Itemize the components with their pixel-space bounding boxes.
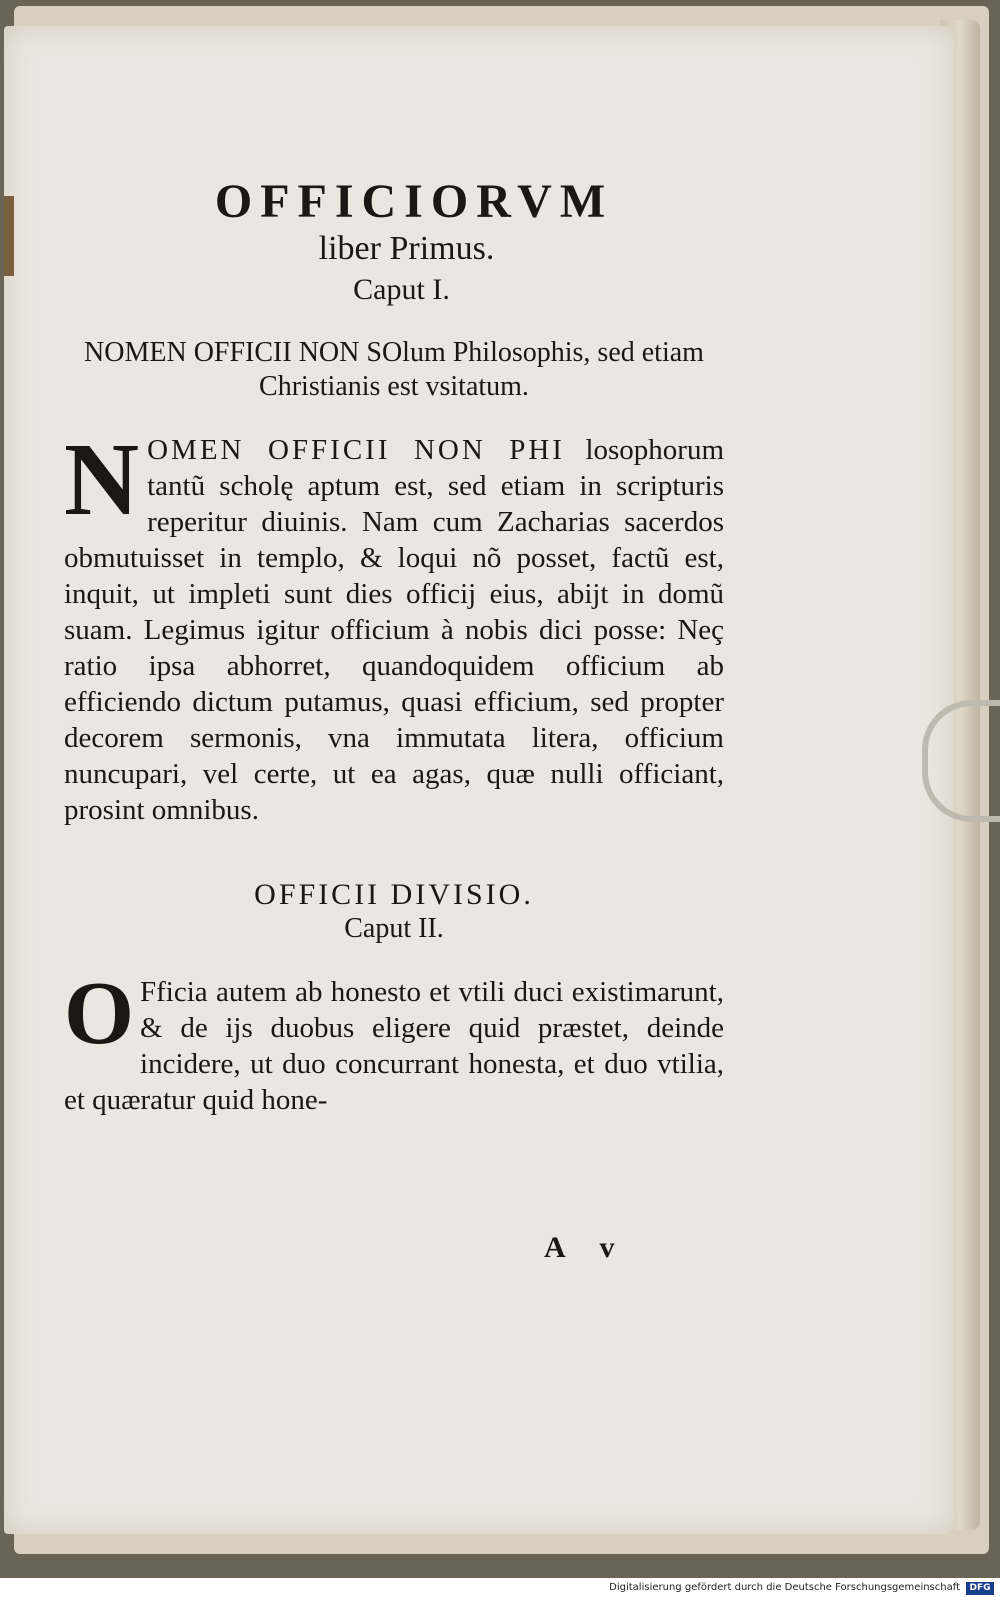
section-heading: NOMEN OFFICII NON SOlum Philosophis, sed etiam Christianis est vsitatum. <box>84 337 704 402</box>
chapter-number-2: Caput II. <box>344 913 444 944</box>
drop-cap-2: O <box>64 964 135 1063</box>
division-heading: OFFICII DIVISIO. <box>254 878 534 911</box>
page-content <box>64 156 724 1118</box>
book-subtitle: liber Primus. <box>318 230 495 267</box>
chapter-number: Caput I. <box>353 273 450 306</box>
footer-bar <box>0 1578 1000 1604</box>
catchword: A v <box>544 1231 629 1264</box>
section-body <box>64 422 724 828</box>
section-body-2 <box>64 964 724 1118</box>
section-heading-2 <box>64 878 724 946</box>
drop-cap: N <box>64 422 140 537</box>
paper-clip <box>922 700 1000 822</box>
body-text: losophorum tantũ scholę aptum est, sed etiam in scripturis reperitur diuinis. Nam cum Zacharias sacerdos obmutuisset in templo, & loqui nõ posset, factũ est, inquit, ut impleti sunt dies officĳ eius, abĳt in domũ suam. Legimus igitur officium à nobis dici posse: Neç ratio ipsa abhorret, quandoquidem officium ab efficiendo dictum putamus, quasi efficium, sed propter decorem sermonis, vna immutata litera, officium nuncupari, vel certe, ut ea agas, quæ nulli officiant, prosint omnibus. <box>64 434 724 826</box>
dfg-logo: DFG <box>966 1582 994 1595</box>
book-page <box>4 26 954 1534</box>
binding-edge <box>4 196 14 276</box>
footer-credit: Digitalisierung gefördert durch die Deutsche Forschungsgemeinschaft <box>609 1582 960 1593</box>
body-text-2: Fficia autem ab honesto et vtili duci existimarunt, & de ĳs duobus eligere quid præstet, deinde incidere, ut duo concurrant honesta, et duo vtilia, et quæratur quid hone- <box>64 976 724 1116</box>
opening-caps: OMEN OFFICII NON PHI <box>147 434 565 466</box>
book-title: OFFICIORVM <box>214 175 614 228</box>
